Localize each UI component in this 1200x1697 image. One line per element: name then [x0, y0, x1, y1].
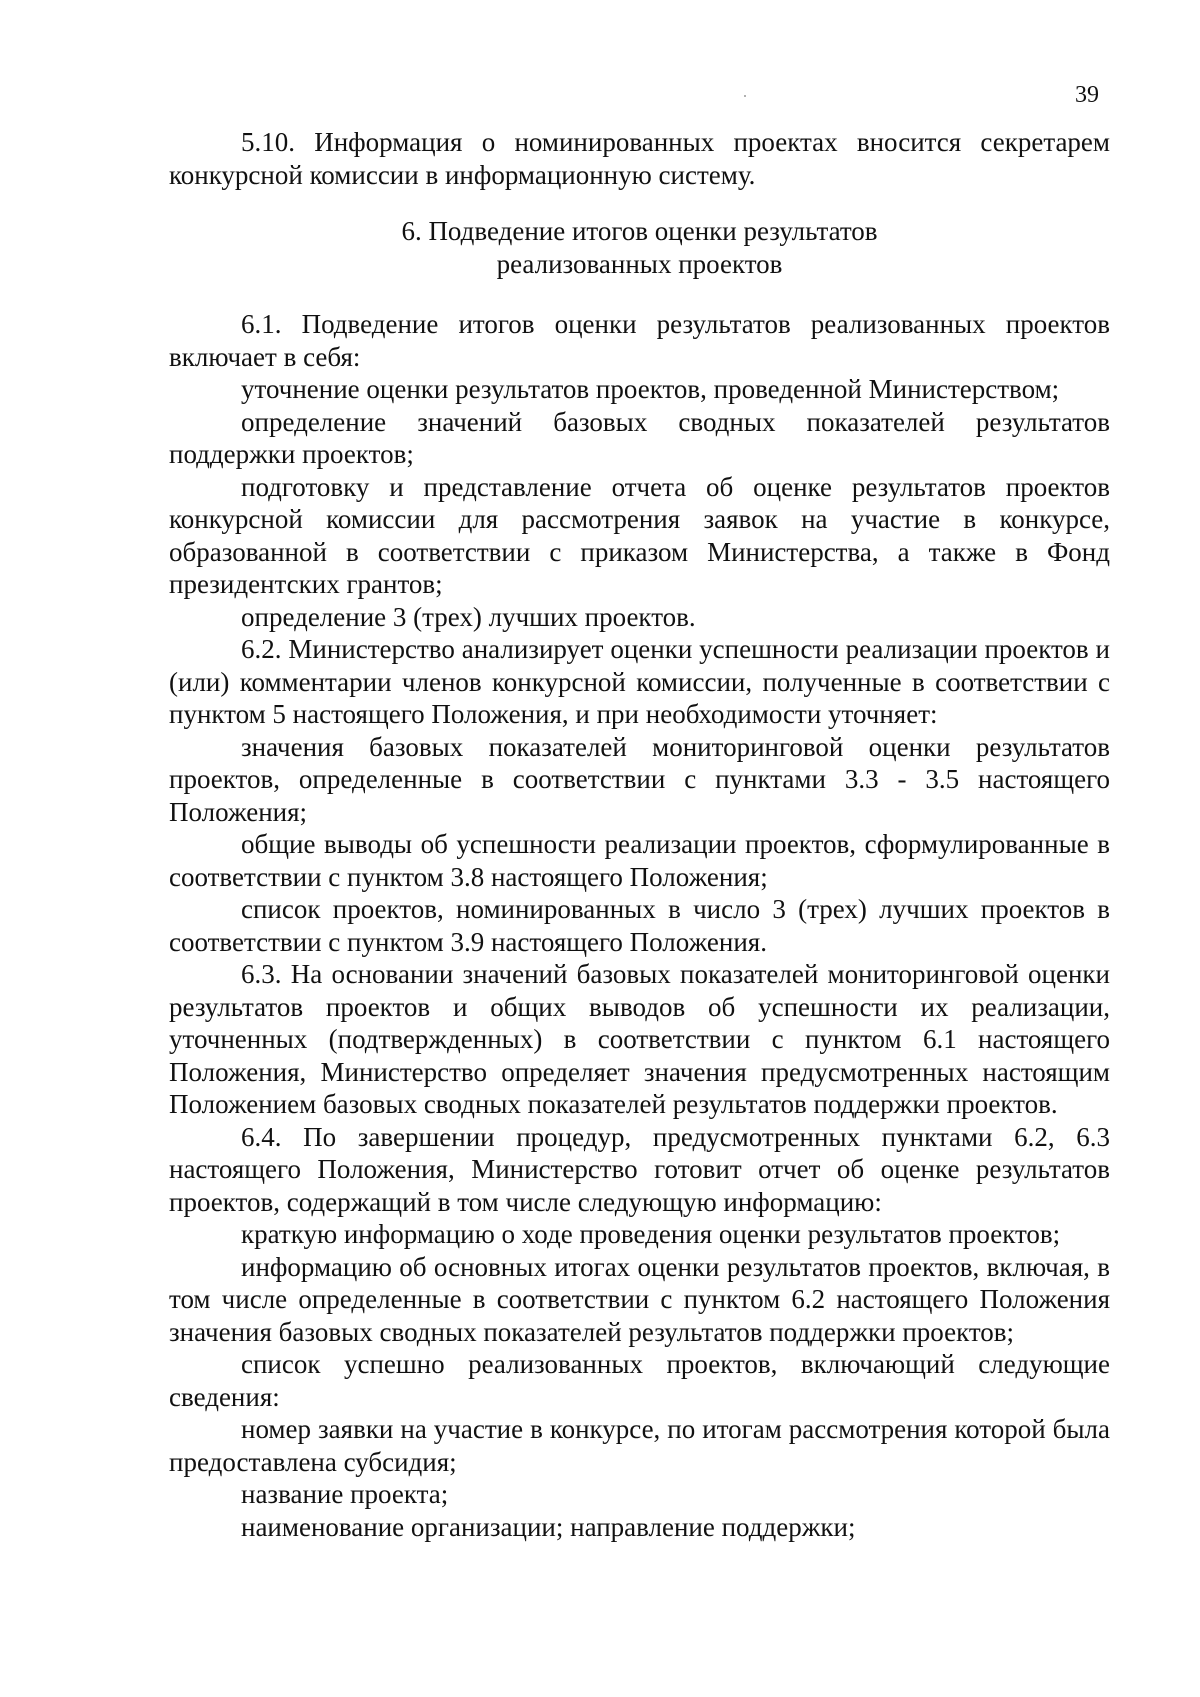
list-item: список успешно реализованных проектов, включающий следующие сведения:: [169, 1349, 1110, 1412]
paragraph-6-3: 6.3. На основании значений базовых показателей мониторинговой оценки результатов проектов и общих выводов об успешности их реализации, уточненных (подтвержденных) в соответствии с пунктом 6.1 настоящего Положения, Министерство определяет значения предусмотренных настоящим Положением базовых сводных показателей результатов поддержки проектов.: [169, 959, 1110, 1119]
paragraph-6-4: 6.4. По завершении процедур, предусмотренных пунктами 6.2, 6.3 настоящего Положения, Министерство готовит отчет об оценке результатов проектов, содержащий в том числе следующую информацию:: [169, 1121, 1110, 1217]
section-heading-line-1: 6. Подведение итогов оценки результатов: [401, 216, 878, 246]
document-body: [169, 126, 1110, 1543]
paragraph-6-1: 6.1. Подведение итогов оценки результатов реализованных проектов включает в себя:: [169, 309, 1110, 372]
list-item: подготовку и представление отчета об оценке результатов проектов конкурсной комиссии для рассмотрения заявок на участие в конкурсе, образованной в соответствии с приказом Министерства, а также в Фонд президентских грантов;: [169, 471, 1110, 599]
list-item: наименование организации; направление поддержки;: [241, 1511, 856, 1542]
list-item: список проектов, номинированных в число 3 (трех) лучших проектов в соответствии с пунктом 3.9 настоящего Положения.: [169, 894, 1110, 957]
list-item: общие выводы об успешности реализации проектов, сформулированные в соответствии с пунктом 3.8 настоящего Положения;: [169, 829, 1110, 892]
page-number: 39: [1075, 82, 1099, 108]
paragraph-6-2: 6.2. Министерство анализирует оценки успешности реализации проектов и (или) комментарии членов конкурсной комиссии, полученные в соответствии с пунктом 5 настоящего Положения, и при необходимости уточняет:: [169, 634, 1110, 729]
list-item: краткую информацию о ходе проведения оценки результатов проектов;: [241, 1219, 1061, 1249]
paragraph-5-10: 5.10. Информация о номинированных проектах вносится секретарем конкурсной комиссии в информационную систему.: [169, 127, 1110, 190]
section-heading-line-2: реализованных проектов: [496, 248, 783, 279]
list-item: определение значений базовых сводных показателей результатов поддержки проектов;: [169, 406, 1110, 469]
list-item: уточнение оценки результатов проектов, проведенной Министерством;: [241, 374, 1060, 404]
scan-speck: [744, 95, 746, 97]
list-item: определение 3 (трех) лучших проектов.: [241, 601, 696, 632]
section-heading: [169, 215, 1110, 280]
list-item: информацию об основных итогах оценки результатов проектов, включая, в том числе определенные в соответствии с пунктом 6.2 настоящего Положения значения базовых сводных показателей результатов поддержки проектов;: [169, 1251, 1110, 1347]
list-item: значения базовых показателей мониторинговой оценки результатов проектов, определенные в соответствии с пунктами 3.3 - 3.5 настоящего Положения;: [169, 731, 1110, 827]
list-item: название проекта;: [241, 1479, 449, 1509]
list-item: номер заявки на участие в конкурсе, по итогам рассмотрения которой была предоставлена субсидия;: [169, 1414, 1110, 1477]
